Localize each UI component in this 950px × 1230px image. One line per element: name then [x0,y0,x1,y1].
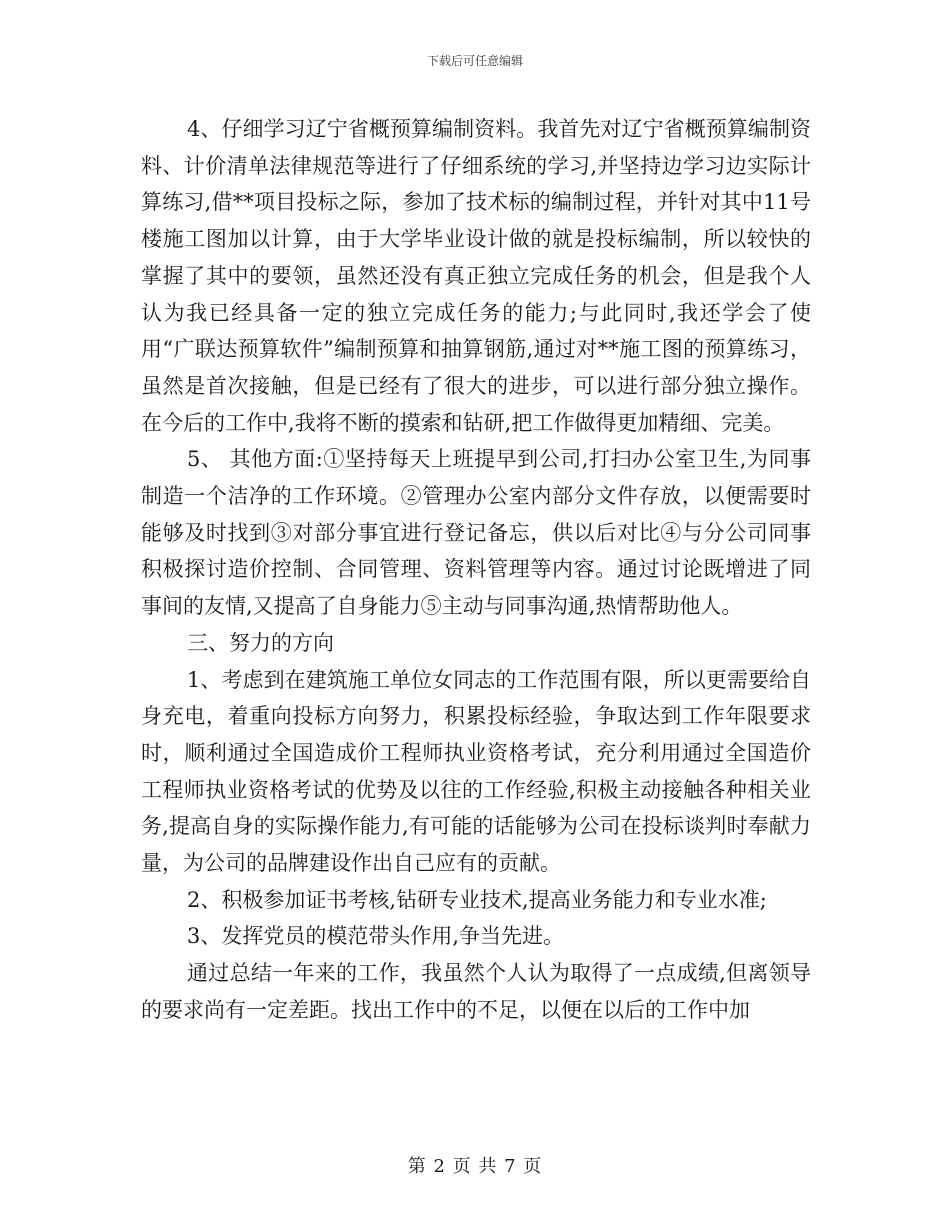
paragraph-other-aspects: 5、 其他方面:①坚持每天上班提早到公司,打扫办公室卫生,为同事制造一个洁净的工作环境。②管理办公室内部分文件存放，以便需要时能够及时找到③对部分事宜进行登记备忘，供以后对比④与分公司同事积极探讨造价控制、合同管理、资料管理等内容。通过讨论既增进了同事间的友情,又提高了自身能力⑤主动与同事沟通,热情帮助他人。 [141,447,811,619]
page-number: 第 2 页 共 7 页 [407,1156,543,1177]
paragraph-budget-study: 4、仔细学习辽宁省概预算编制资料。我首先对辽宁省概预算编制资料、计价清单法律规范等进行了仔细系统的学习,并坚持边学习边实际计算练习,借**项目投标之际，参加了技术标的编制过程，并针对其中11号楼施工图加以计算，由于大学毕业设计做的就是投标编制，所以较快的掌握了其中的要领，虽然还没有真正独立完成任务的机会，但是我个人认为我已经具备一定的独立完成任务的能力;与此同时,我还学会了使用“广联达预算软件”编制预算和抽算钢筋,通过对**施工图的预算练习，虽然是首次接触，但是已经有了很大的进步，可以进行部分独立操作。在今后的工作中,我将不断的摸索和钻研,把工作做得更加精细、完美。 [141,117,811,435]
section-heading-direction: 三、努力的方向 [187,630,334,655]
paragraph-direction-2: 2、积极参加证书考核,钻研专业技术,提高业务能力和专业水准; [187,887,767,912]
paragraph-summary: 通过总结一年来的工作，我虽然个人认为取得了一点成绩,但离领导的要求尚有一定差距。找出工作中的不足，以便在以后的工作中加 [141,961,811,1022]
document-body [141,111,811,1029]
paragraph-direction-1: 1、考虑到在建筑施工单位女同志的工作范围有限，所以更需要给自身充电，着重向投标方向努力，积累投标经验，争取达到工作年限要求时，顺利通过全国造成价工程师执业资格考试，充分利用通过全国造价工程师执业资格考试的优势及以往的工作经验,积极主动接触各种相关业务,提高自身的实际操作能力,有可能的话能够为公司在投标谈判时奉献力量，为公司的品牌建设作出自己应有的贡献。 [141,667,811,876]
page-header: 下载后可任意编辑 [426,54,523,68]
paragraph-direction-3: 3、发挥党员的模范带头作用,争当先进。 [187,924,565,949]
